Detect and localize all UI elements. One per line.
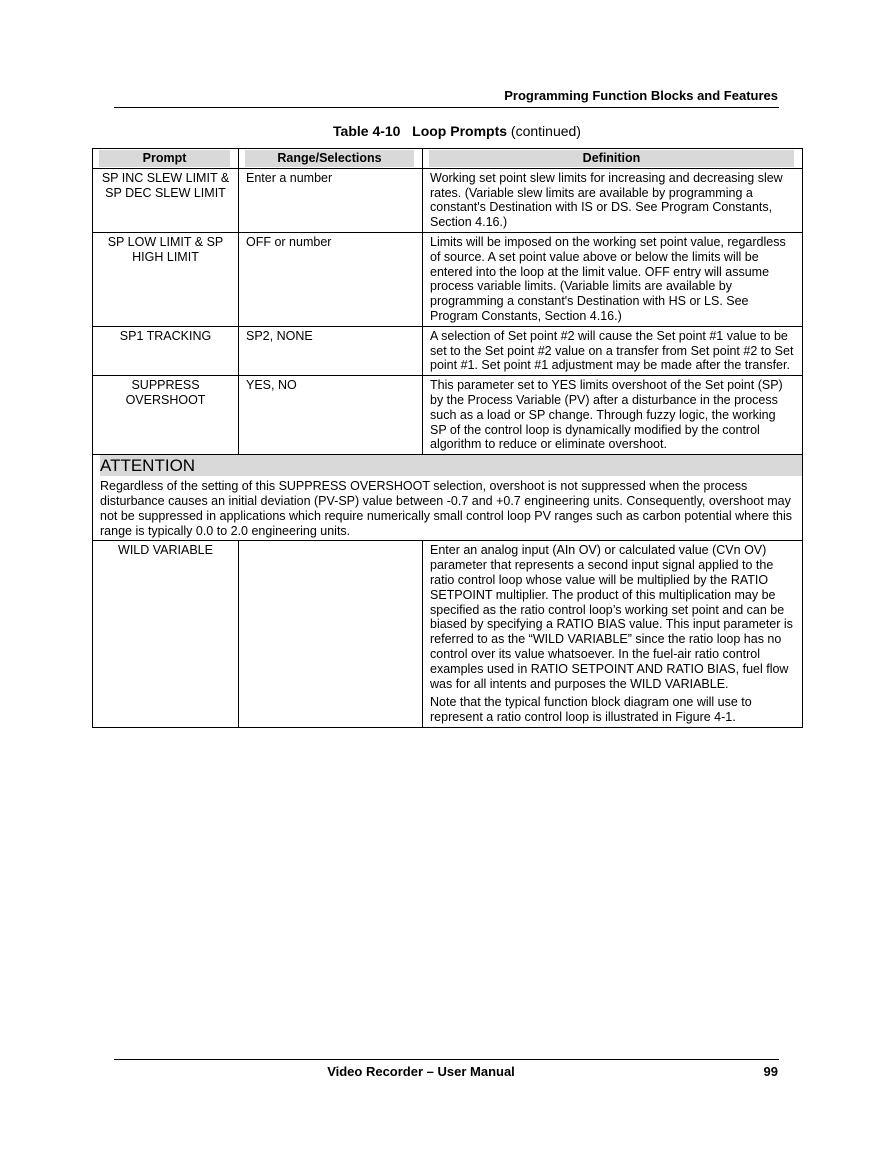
header-rule [114, 107, 779, 108]
page-header: Programming Function Blocks and Features [504, 88, 778, 103]
attention-row [93, 455, 803, 541]
range-cell: Enter a number [239, 168, 423, 232]
table-row [93, 168, 803, 232]
prompt-cell: SP LOW LIMIT & SP HIGH LIMIT [93, 232, 239, 326]
prompt-cell: SUPPRESS OVERSHOOT [93, 376, 239, 455]
range-cell: SP2, NONE [239, 326, 423, 375]
range-cell: YES, NO [239, 376, 423, 455]
page-number: 99 [763, 1064, 778, 1079]
loop-prompts-table [92, 148, 803, 728]
definition-paragraph: Enter an analog input (AIn OV) or calculated value (CVn OV) parameter that represents a second input signal applied to the ratio control loop whose value will be multiplied by the RATIO SETPOINT multiplier. The product of this multiplication may be specified as the ratio control loop’s working set point and can be biased by specifying a RATIO BIAS value. This input parameter is referred to as the “WILD VARIABLE” since the ratio loop has no control over its value whatsoever. In the fuel-air ratio control examples used in RATIO SETPOINT AND RATIO BIAS, fuel flow was for all intents and purposes the WILD VARIABLE. [430, 543, 793, 691]
table-title [0, 123, 892, 139]
attention-title: ATTENTION [100, 455, 802, 476]
column-header-definition: Definition [423, 149, 803, 169]
range-cell: OFF or number [239, 232, 423, 326]
table-row [93, 376, 803, 455]
column-header-range: Range/Selections [239, 149, 423, 169]
prompt-cell: SP1 TRACKING [93, 326, 239, 375]
definition-cell: Working set point slew limits for increasing and decreasing slew rates. (Variable slew limits are available by programming a constant's Destination with IS or DS. See Program Constants, Section 4.16.) [423, 168, 803, 232]
table-header-row [93, 149, 803, 169]
table-name: Loop Prompts [412, 123, 508, 139]
table-row [93, 326, 803, 375]
attention-text: Regardless of the setting of this SUPPRESS OVERSHOOT selection, overshoot is not suppressed when the process disturbance causes an initial deviation (PV-SP) value between -0.7 and +0.7 engineering units. Consequently, overshoot may not be suppressed in applications which require numerically small control loop PV ranges such as carbon potential where this range is typically 0.0 to 2.0 engineering units. [100, 479, 793, 538]
prompt-cell: WILD VARIABLE [93, 541, 239, 728]
footer-title: Video Recorder – User Manual [327, 1064, 515, 1079]
table-suffix: (continued) [510, 123, 581, 139]
definition-cell [423, 541, 803, 728]
range-cell [239, 541, 423, 728]
footer-rule [114, 1059, 779, 1060]
attention-cell [93, 455, 803, 541]
table-row [93, 541, 803, 728]
definition-cell: This parameter set to YES limits overshoot of the Set point (SP) by the Process Variable (PV) after a disturbance in the process such as a load or SP change. Through fuzzy logic, the working SP of the control loop is dynamically modified by the control algorithm to reduce or eliminate overshoot. [423, 376, 803, 455]
table-row [93, 232, 803, 326]
definition-cell: Limits will be imposed on the working set point value, regardless of source. A set point value above or below the limits will be entered into the loop at the limit value. OFF entry will assume process variable limits. (Variable limits are available by programming a constant's Destination with HS or LS. See Program Constants, Section 4.16.) [423, 232, 803, 326]
definition-cell: A selection of Set point #2 will cause the Set point #1 value to be set to the Set point #2 value on a transfer from Set point #2 to Set point #1. Set point #1 adjustment may be made after the transfer. [423, 326, 803, 375]
prompt-cell: SP INC SLEW LIMIT & SP DEC SLEW LIMIT [93, 168, 239, 232]
definition-paragraph: Note that the typical function block diagram one will use to represent a ratio control loop is illustrated in Figure 4-1. [430, 695, 752, 725]
table-number: Table 4-10 [333, 123, 401, 139]
column-header-prompt: Prompt [93, 149, 239, 169]
